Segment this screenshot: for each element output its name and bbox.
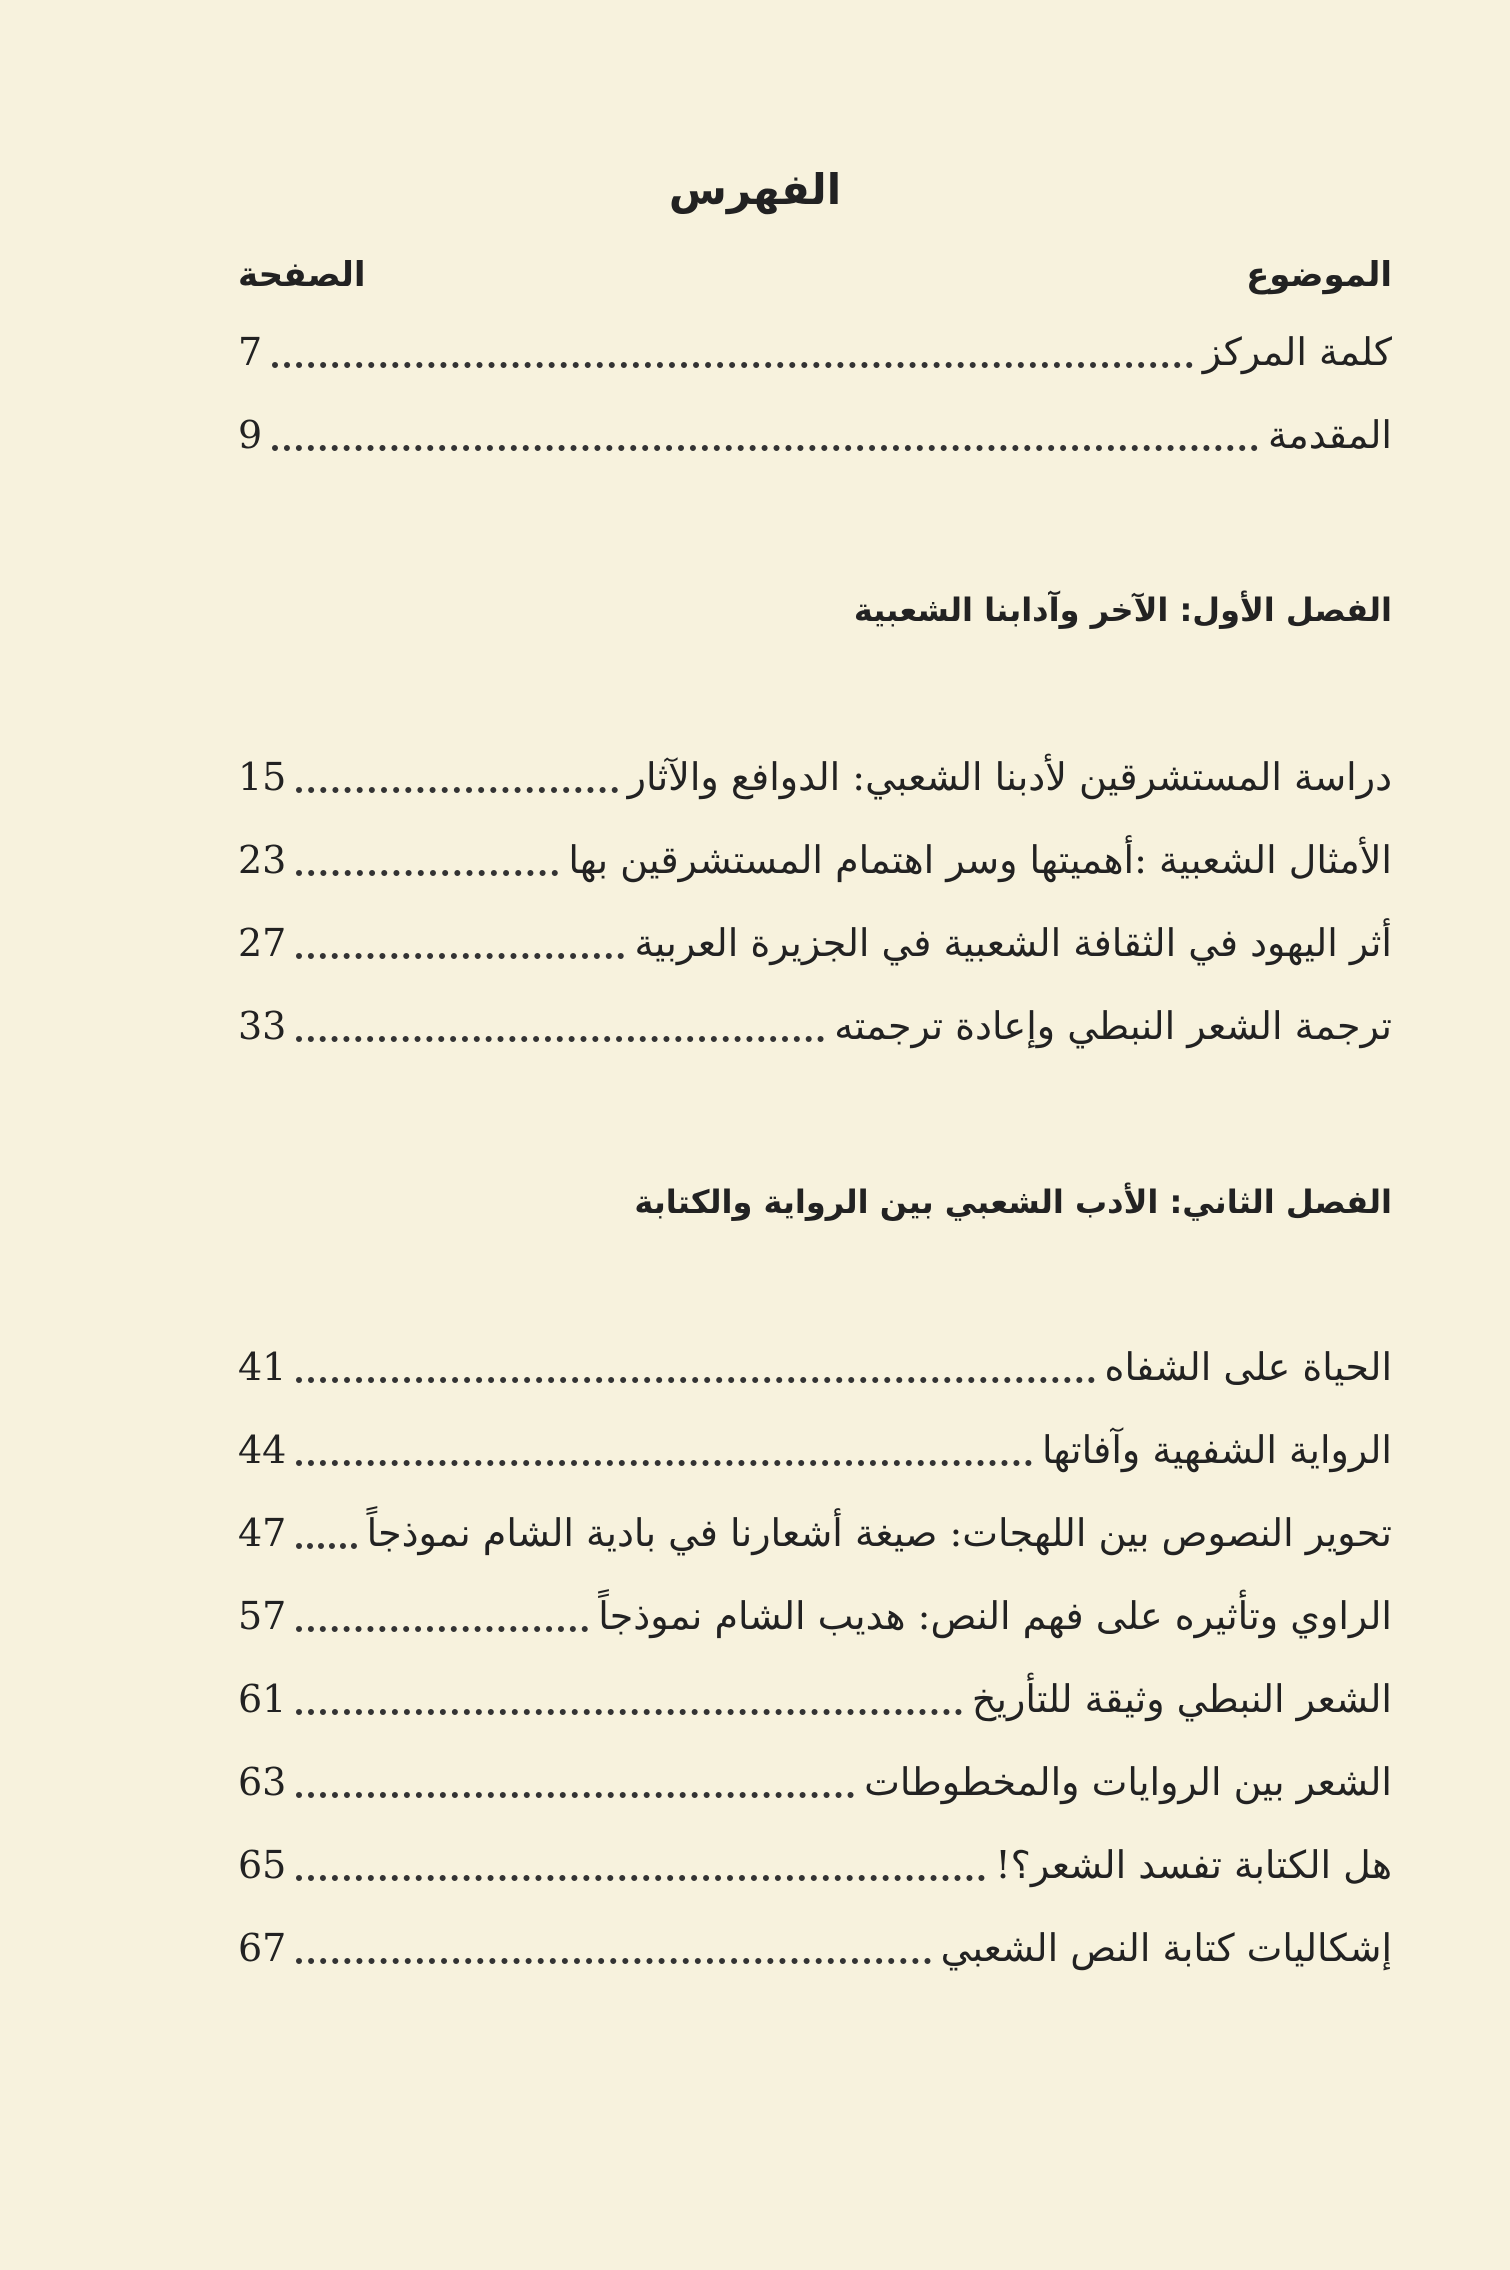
toc-entry[interactable] [238, 1420, 1392, 1480]
dot-leader [296, 1377, 1094, 1383]
toc-entry[interactable] [238, 996, 1392, 1056]
toc-entry[interactable] [238, 1835, 1392, 1895]
dot-leader [272, 445, 1258, 451]
dot-leader [296, 1875, 985, 1881]
toc-entry-label: الأمثال الشعبية :أهميتها وسر اهتمام المستشرقين بها [568, 838, 1392, 882]
toc-entry-page: 15 [238, 755, 287, 799]
toc-entry-page: 9 [238, 413, 263, 457]
toc-entry-label: الشعر بين الروايات والمخطوطات [864, 1760, 1392, 1804]
toc-entry-page: 44 [238, 1428, 287, 1472]
dot-leader [296, 870, 558, 876]
dot-leader [272, 362, 1193, 368]
toc-entry-page: 41 [238, 1345, 287, 1389]
dot-leader [296, 1958, 930, 1964]
toc-entry-label: هل الكتابة تفسد الشعر؟! [995, 1843, 1392, 1887]
toc-entry[interactable] [238, 1918, 1392, 1978]
toc-entry[interactable] [238, 913, 1392, 973]
toc-entry-page: 47 [238, 1511, 287, 1555]
toc-entry-label: إشكاليات كتابة النص الشعبي [940, 1926, 1392, 1970]
toc-entry[interactable] [238, 747, 1392, 807]
toc-entry[interactable] [238, 405, 1392, 465]
chapter-2-heading: الفصل الثاني: الأدب الشعبي بين الرواية والكتابة [634, 1183, 1392, 1221]
dot-leader [296, 1543, 356, 1549]
toc-entry-label: المقدمة [1267, 413, 1392, 457]
dot-leader [296, 1792, 854, 1798]
toc-entry-page: 65 [238, 1843, 287, 1887]
toc-entry-page: 61 [238, 1677, 287, 1721]
toc-entry-label: دراسة المستشرقين لأدبنا الشعبي: الدوافع والآثار [627, 755, 1392, 799]
dot-leader [296, 1626, 588, 1632]
toc-entry-label: الشعر النبطي وثيقة للتأريخ [971, 1677, 1392, 1721]
toc-entry-page: 23 [238, 838, 287, 882]
toc-entry-page: 27 [238, 921, 287, 965]
dot-leader [296, 1036, 824, 1042]
page-column-header: الصفحة [238, 255, 366, 295]
toc-entry[interactable] [238, 322, 1392, 382]
toc-entry-page: 33 [238, 1004, 287, 1048]
toc-entry-label: الرواية الشفهية وآفاتها [1041, 1428, 1392, 1472]
toc-entry-page: 7 [238, 330, 263, 374]
dot-leader [296, 953, 624, 959]
dot-leader [296, 1709, 962, 1715]
page-title: الفهرس [668, 165, 842, 214]
toc-entry-page: 67 [238, 1926, 287, 1970]
chapter-1-heading: الفصل الأول: الآخر وآدابنا الشعبية [853, 591, 1392, 629]
toc-entry[interactable] [238, 1752, 1392, 1812]
toc-entry-label: ترجمة الشعر النبطي وإعادة ترجمته [834, 1004, 1392, 1048]
toc-entry-page: 63 [238, 1760, 287, 1804]
toc-entry[interactable] [238, 1586, 1392, 1646]
toc-entry-label: أثر اليهود في الثقافة الشعبية في الجزيرة العربية [634, 921, 1392, 965]
dot-leader [296, 787, 617, 793]
toc-entry-page: 57 [238, 1594, 287, 1638]
toc-entry[interactable] [238, 1503, 1392, 1563]
toc-entry[interactable] [238, 1669, 1392, 1729]
toc-entry-label: الحياة على الشفاه [1104, 1345, 1392, 1389]
toc-entry[interactable] [238, 1337, 1392, 1397]
toc-entry-label: كلمة المركز [1202, 330, 1392, 374]
toc-entry[interactable] [238, 830, 1392, 890]
topic-column-header: الموضوع [1246, 255, 1392, 295]
dot-leader [296, 1460, 1032, 1466]
toc-entry-label: تحوير النصوص بين اللهجات: صيغة أشعارنا في بادية الشام نموذجاً [366, 1511, 1392, 1555]
toc-entry-label: الراوي وتأثيره على فهم النص: هديب الشام نموذجاً [598, 1594, 1392, 1638]
